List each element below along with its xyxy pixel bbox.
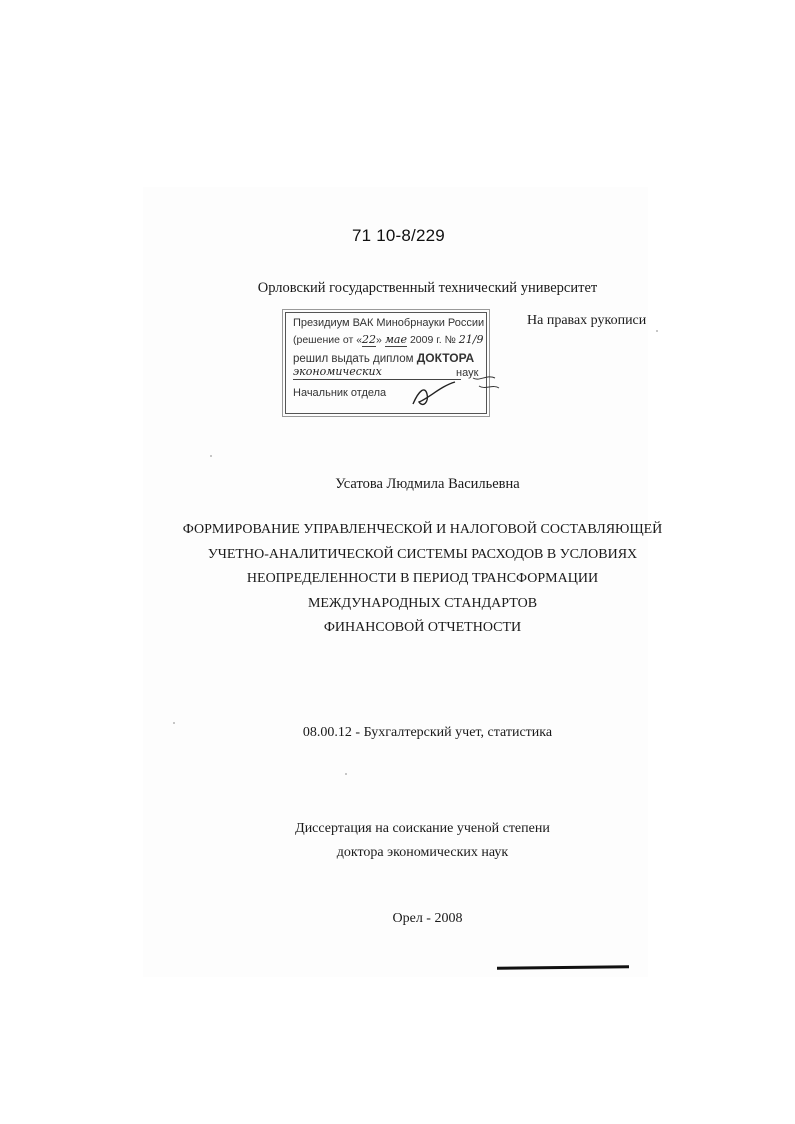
scan-speck <box>210 455 212 457</box>
title-line: УЧЕТНО-АНАЛИТИЧЕСКОЙ СИСТЕМЫ РАСХОДОВ В УСЛОВИЯХ <box>207 546 638 562</box>
thesis-title <box>0 518 795 641</box>
stamp-decision-day: 22 <box>362 333 377 346</box>
stamp-decision-sep: » <box>376 334 382 346</box>
stamp-decision-number: 21/9 <box>458 333 484 346</box>
specialty-code: 08.00.12 - Бухгалтерский учет, статистика <box>302 725 553 740</box>
scan-speck <box>345 773 347 775</box>
stamp-field-suffix: наук <box>456 367 479 379</box>
stamp-decision-year: 2009 г. № <box>409 334 456 346</box>
stamp-decision-prefix: (решение от « <box>293 334 363 346</box>
stamp-line-head: Начальник отдела <box>293 387 387 399</box>
city-year: Орел - 2008 <box>392 911 463 926</box>
archive-number: 71 10-8/229 <box>352 226 445 245</box>
degree-line: Диссертация на соискание ученой степени <box>295 821 550 836</box>
scan-speck <box>173 722 175 724</box>
degree-statement <box>0 817 795 865</box>
stamp-award-text: решил выдать диплом <box>293 353 414 365</box>
title-line: ФОРМИРОВАНИЕ УПРАВЛЕНЧЕСКОЙ И НАЛОГОВОЙ СОСТАВЛЯЮЩЕЙ <box>182 522 663 537</box>
title-line: НЕОПРЕДЕЛЕННОСТИ В ПЕРИОД ТРАНСФОРМАЦИИ <box>246 571 599 586</box>
stamp-line-field <box>293 365 382 378</box>
stamp-award-degree: ДОКТОРА <box>416 351 475 365</box>
degree-line: доктора экономических наук <box>336 845 509 860</box>
university-name: Орловский государственный технический университет <box>257 280 598 296</box>
stamp-line-decision <box>293 333 484 347</box>
signature-mark <box>395 372 515 412</box>
stamp-line-award <box>293 351 474 365</box>
author-name: Усатова Людмила Васильевна <box>335 476 520 492</box>
title-line: МЕЖДУНАРОДНЫХ СТАНДАРТОВ <box>307 595 538 611</box>
title-line: ФИНАНСОВОЙ ОТЧЕТНОСТИ <box>323 620 522 635</box>
manuscript-rights-note: На правах рукописи <box>527 313 647 328</box>
scan-speck <box>656 330 658 332</box>
stamp-field-handwritten: экономических <box>293 365 382 378</box>
stamp-line-presidium: Президиум ВАК Минобрнауки России <box>293 317 485 329</box>
stamp-decision-month: мае <box>384 333 408 346</box>
